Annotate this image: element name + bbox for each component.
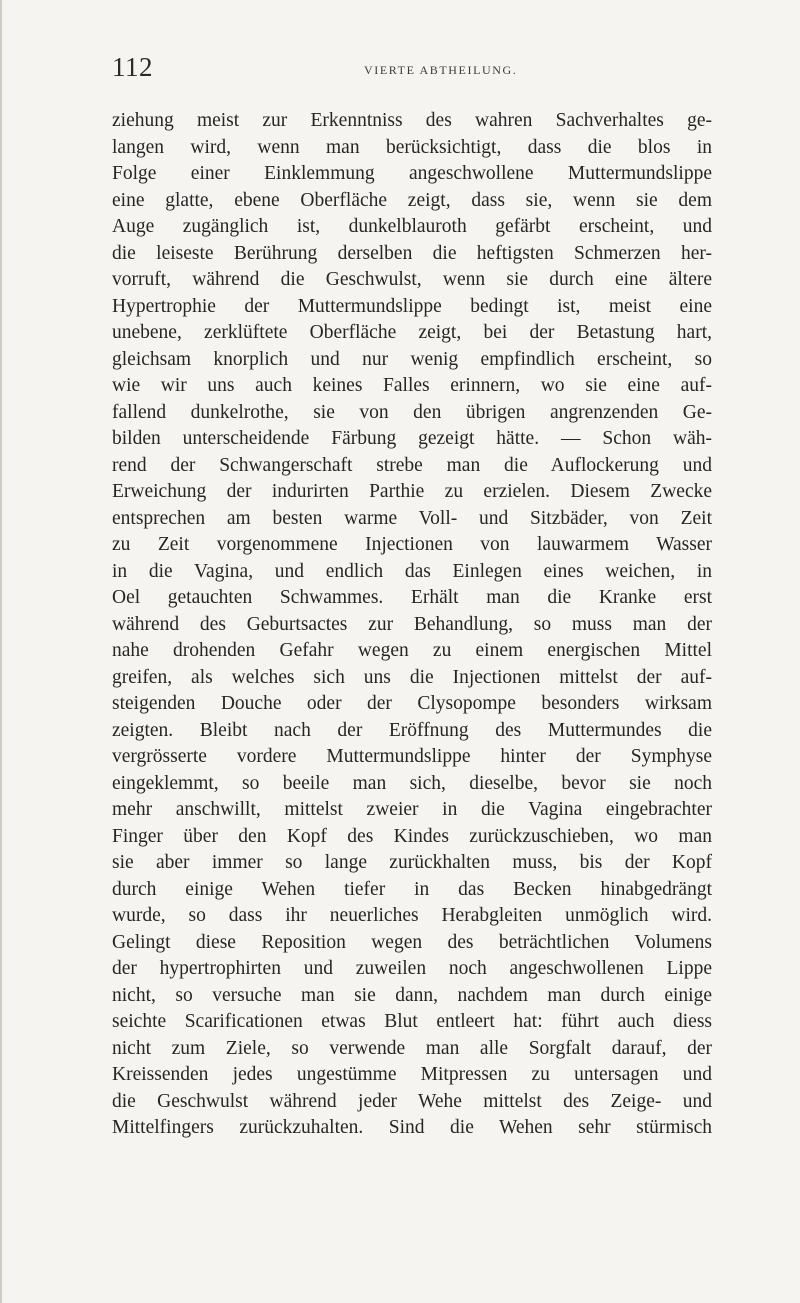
- text-line: eingeklemmt, so beeile man sich, dieselbe, bevor sie noch: [112, 772, 712, 794]
- body-text: [112, 108, 712, 1142]
- text-line: Auge zugänglich ist, dunkelblauroth gefärbt erscheint, und: [112, 216, 712, 237]
- text-line: in die Vagina, und endlich das Einlegen eines weichen, in: [112, 560, 712, 582]
- text-line: greifen, als welches sich uns die Injectionen mittelst der auf-: [112, 666, 712, 688]
- text-line: Kreissenden jedes ungestümme Mitpressen zu untersagen und: [112, 1064, 712, 1085]
- text-line: bilden unterscheidende Färbung gezeigt hätte. — Schon wäh-: [112, 428, 712, 449]
- text-line: wurde, so dass ihr neuerliches Herabgleiten unmöglich wird.: [112, 905, 712, 926]
- running-head: VIERTE ABTHEILUNG.: [364, 63, 518, 77]
- text-line: zu Zeit vorgenommene Injectionen von lauwarmem Wasser: [112, 534, 712, 555]
- text-line: die Geschwulst während jeder Wehe mittelst des Zeige- und: [112, 1090, 712, 1112]
- text-line: nicht zum Ziele, so verwende man alle Sorgfalt darauf, der: [112, 1037, 712, 1059]
- text-line: langen wird, wenn man berücksichtigt, dass die blos in: [112, 136, 712, 158]
- text-line: wie wir uns auch keines Falles erinnern, wo sie eine auf-: [112, 375, 712, 396]
- text-line: vergrösserte vordere Muttermundslippe hinter der Symphyse: [112, 746, 712, 767]
- text-line: Gelingt diese Reposition wegen des beträchtlichen Volumens: [112, 931, 712, 953]
- text-line: fallend dunkelrothe, sie von den übrigen angrenzenden Ge-: [112, 401, 712, 423]
- text-line: ziehung meist zur Erkenntniss des wahren Sachverhaltes ge-: [112, 110, 712, 131]
- text-line: entsprechen am besten warme Voll- und Sitzbäder, von Zeit: [112, 507, 712, 529]
- page-number: 112: [112, 52, 153, 82]
- text-line: zeigten. Bleibt nach der Eröffnung des Muttermundes die: [112, 719, 712, 741]
- text-line: Mittelfingers zurückzuhalten. Sind die Wehen sehr stürmisch: [112, 1117, 712, 1138]
- text-line: unebene, zerklüftete Oberfläche zeigt, bei der Betastung hart,: [112, 322, 712, 343]
- text-line: nahe drohenden Gefahr wegen zu einem energischen Mittel: [112, 640, 712, 661]
- page-header: [112, 52, 712, 92]
- text-line: gleichsam knorplich und nur wenig empfindlich erscheint, so: [112, 348, 712, 370]
- text-line: vorruft, während die Geschwulst, wenn sie durch eine ältere: [112, 269, 712, 290]
- text-line: nicht, so versuche man sie dann, nachdem man durch einige: [112, 984, 712, 1006]
- text-line: rend der Schwangerschaft strebe man die Auflockerung und: [112, 454, 712, 476]
- text-line: mehr anschwillt, mittelst zweier in die Vagina eingebrachter: [112, 799, 712, 820]
- text-line: die leiseste Berührung derselben die heftigsten Schmerzen her-: [112, 242, 712, 264]
- text-line: der hypertrophirten und zuweilen noch angeschwollenen Lippe: [112, 958, 712, 979]
- text-line: Folge einer Einklemmung angeschwollene Muttermundslippe: [112, 163, 712, 184]
- text-line: Hypertrophie der Muttermundslippe bedingt ist, meist eine: [112, 295, 712, 317]
- text-line: Oel getauchten Schwammes. Erhält man die Kranke erst: [112, 587, 712, 608]
- text-line: sie aber immer so lange zurückhalten muss, bis der Kopf: [112, 852, 712, 873]
- text-line: Erweichung der indurirten Parthie zu erzielen. Diesem Zwecke: [112, 481, 712, 502]
- text-line: während des Geburtsactes zur Behandlung, so muss man der: [112, 613, 712, 635]
- text-line: steigenden Douche oder der Clysopompe besonders wirksam: [112, 693, 712, 714]
- text-line: Finger über den Kopf des Kindes zurückzuschieben, wo man: [112, 825, 712, 847]
- text-line: seichte Scarificationen etwas Blut entleert hat: führt auch diess: [112, 1011, 712, 1032]
- page-edge-shadow: [0, 0, 2, 1303]
- text-line: durch einige Wehen tiefer in das Becken hinabgedrängt: [112, 878, 712, 900]
- text-line: eine glatte, ebene Oberfläche zeigt, dass sie, wenn sie dem: [112, 189, 712, 211]
